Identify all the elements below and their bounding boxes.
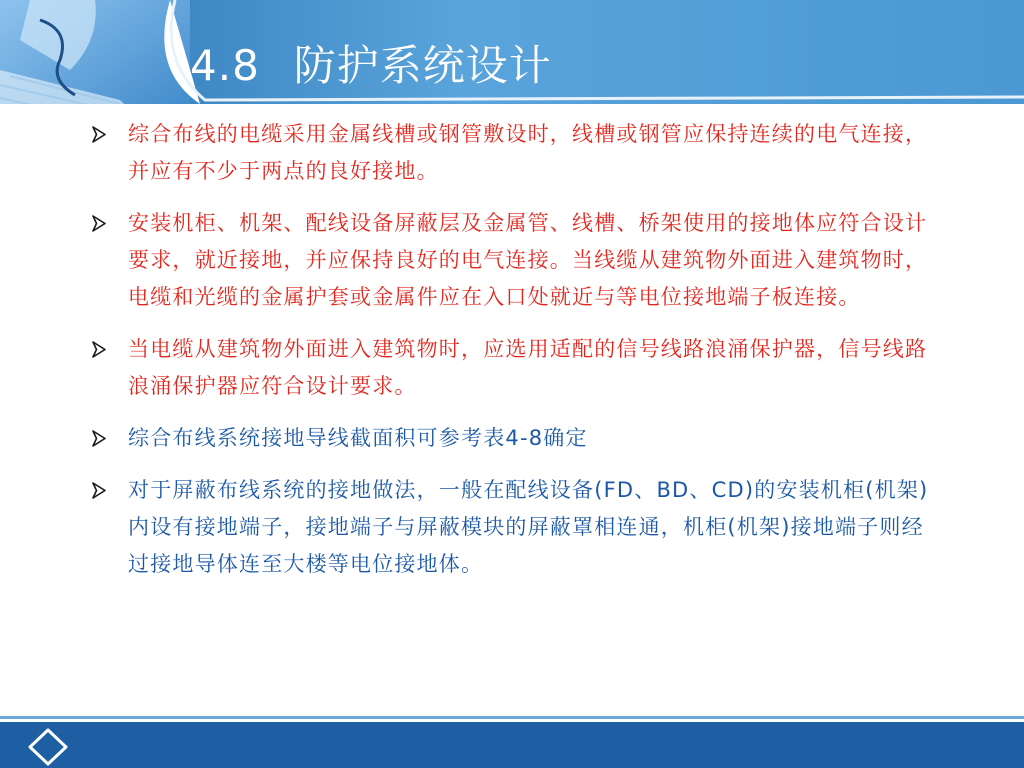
arrow-bullet-icon [92,482,106,499]
diamond-icon [26,727,70,767]
arrow-bullet-icon [92,126,106,143]
bullet-text: 安装机柜、机架、配线设备屏蔽层及金属管、线槽、桥架使用的接地体应符合设计要求，就近接地，并应保持良好的电气连接。当线缆从建筑物外面进入建筑物时，电缆和光缆的金属护套或金属件应在入口处就近与等电位接地端子板连接。 [128,211,928,309]
bullet-list [90,116,930,598]
slide-header [0,0,1024,104]
bullet-text: 综合布线系统接地导线截面积可参考表4-8确定 [128,426,588,450]
arrow-bullet-icon [92,215,106,232]
footer-divider [0,716,1024,719]
bullet-item [90,420,930,457]
arrow-bullet-icon [92,341,106,358]
bullet-item [90,205,930,316]
bullet-text: 当电缆从建筑物外面进入建筑物时，应选用适配的信号线路浪涌保护器，信号线路浪涌保护器应符合设计要求。 [128,337,928,398]
title-number: 4.8 [190,41,260,90]
bullet-text: 综合布线的电缆采用金属线槽或钢管敷设时，线槽或钢管应保持连续的电气连接，并应有不少于两点的良好接地。 [128,122,928,183]
arrow-bullet-icon [92,430,106,447]
bullet-item [90,472,930,583]
title-text: 防护系统设计 [293,41,552,90]
bullet-item [90,116,930,190]
bullet-item [90,331,930,405]
slide-footer [0,722,1024,768]
slide-title [190,38,552,94]
bullet-text: 对于屏蔽布线系统的接地做法，一般在配线设备(FD、BD、CD)的安装机柜(机架)内设有接地端子，接地端子与屏蔽模块的屏蔽罩相连通，机柜(机架)接地端子则经过接地导体连至大楼等电位接地体。 [128,478,929,576]
